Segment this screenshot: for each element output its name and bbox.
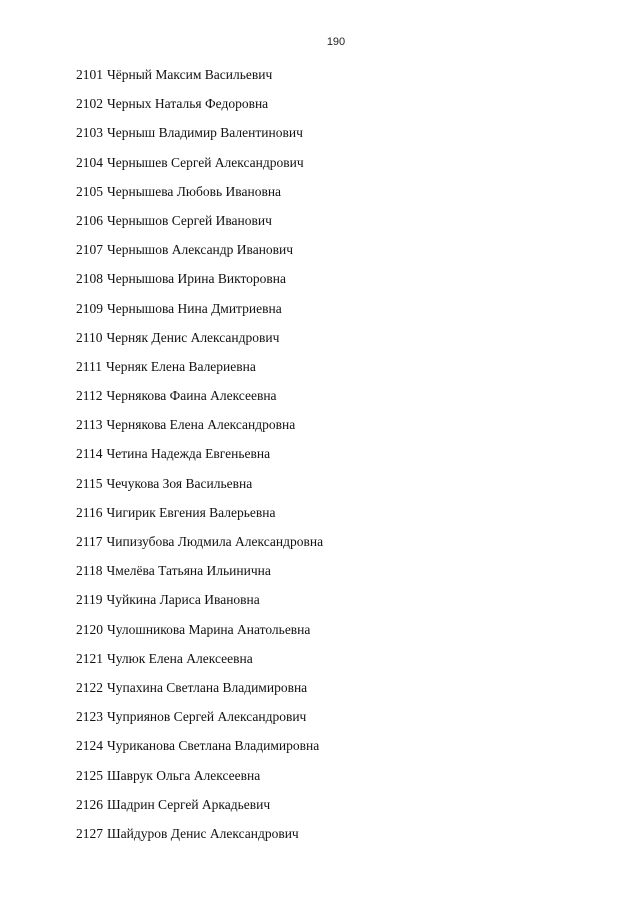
entry-name: Чернышева Любовь Ивановна (107, 183, 282, 199)
list-item (76, 644, 323, 673)
entry-number: 2109 (76, 300, 103, 316)
list-item (76, 556, 323, 585)
entry-number: 2106 (76, 212, 103, 228)
entry-name: Чуриканова Светлана Владимировна (107, 738, 320, 754)
entry-name: Чигирик Евгения Валерьевна (106, 504, 276, 520)
list-item (76, 60, 323, 89)
entry-name: Чернякова Фаина Алексеевна (106, 388, 277, 404)
entry-number: 2121 (76, 650, 103, 666)
entry-name: Чернякова Елена Александровна (106, 417, 296, 433)
entry-number: 2117 (76, 534, 103, 549)
list-item (76, 702, 323, 731)
list-item (76, 206, 323, 235)
entry-number: 2116 (76, 504, 103, 520)
entry-number: 2127 (76, 825, 103, 841)
entry-number: 2103 (76, 125, 103, 141)
entry-name: Чечукова Зоя Васильевна (106, 475, 253, 491)
entry-number: 2120 (76, 621, 103, 637)
entry-number: 2104 (76, 154, 103, 170)
entry-name: Черняк Елена Валериевна (106, 358, 256, 374)
list-item (76, 585, 323, 614)
entry-name: Чипизубова Людмила Александровна (106, 534, 324, 549)
entry-number: 2101 (76, 67, 103, 82)
entry-number: 2114 (76, 446, 103, 462)
entry-number: 2105 (76, 183, 103, 199)
entry-name: Чупахина Светлана Владимировна (107, 679, 308, 695)
entry-number: 2115 (76, 475, 103, 491)
list-item (76, 615, 323, 644)
page-number: 190 (326, 36, 346, 48)
entry-number: 2112 (76, 388, 103, 404)
list-item (76, 673, 323, 702)
list-item (76, 177, 323, 206)
list-item (76, 498, 323, 527)
entry-number: 2124 (76, 738, 103, 754)
list-item (76, 790, 323, 819)
entry-name: Чернышов Сергей Иванович (107, 212, 272, 228)
entry-name: Черняк Денис Александрович (106, 329, 280, 345)
entry-number: 2102 (76, 96, 103, 112)
list-item (76, 439, 323, 468)
entry-name: Чуприянов Сергей Александрович (107, 709, 307, 725)
entry-name: Чмелёва Татьяна Ильинична (106, 563, 271, 579)
entry-name: Чёрный Максим Васильевич (107, 67, 273, 82)
entry-number: 2122 (76, 679, 103, 695)
list-item (76, 323, 323, 352)
entry-number: 2118 (76, 563, 103, 579)
list-item (76, 352, 323, 381)
entry-name: Чернышова Ирина Викторовна (107, 271, 287, 287)
entry-number: 2126 (76, 796, 103, 812)
entry-name: Четина Надежда Евгеньевна (106, 446, 271, 462)
entry-number: 2113 (76, 417, 103, 433)
list-item (76, 294, 323, 323)
entry-name: Чернышов Александр Иванович (107, 242, 294, 258)
list-item (76, 410, 323, 439)
entry-name: Черных Наталья Федоровна (107, 96, 269, 112)
entry-number: 2107 (76, 242, 103, 258)
list-item (76, 148, 323, 177)
entry-name: Шадрин Сергей Аркадьевич (107, 796, 271, 812)
entry-name: Чулюк Елена Алексеевна (107, 650, 253, 666)
entry-name: Шайдуров Денис Александрович (107, 825, 299, 841)
entry-name: Шаврук Ольга Алексеевна (107, 767, 261, 783)
entry-name: Чернышев Сергей Александрович (107, 154, 304, 170)
list-item (76, 731, 323, 760)
list-item (76, 264, 323, 293)
list-item (76, 381, 323, 410)
entry-name: Чуйкина Лариса Ивановна (106, 592, 260, 608)
entry-name: Чернышова Нина Дмитриевна (107, 300, 282, 316)
list-item (76, 527, 323, 556)
list-item (76, 118, 323, 147)
list-item (76, 235, 323, 264)
entry-name: Чулошникова Марина Анатольевна (107, 621, 311, 637)
list-item (76, 819, 323, 848)
list-item (76, 761, 323, 790)
entry-name: Черныш Владимир Валентинович (107, 125, 303, 141)
entry-number: 2119 (76, 592, 103, 608)
entry-number: 2123 (76, 709, 103, 725)
list-item (76, 89, 323, 118)
entry-number: 2111 (76, 358, 102, 374)
name-list (76, 60, 323, 848)
entry-number: 2125 (76, 767, 103, 783)
entry-number: 2110 (76, 329, 103, 345)
entry-number: 2108 (76, 271, 103, 287)
list-item (76, 469, 323, 498)
